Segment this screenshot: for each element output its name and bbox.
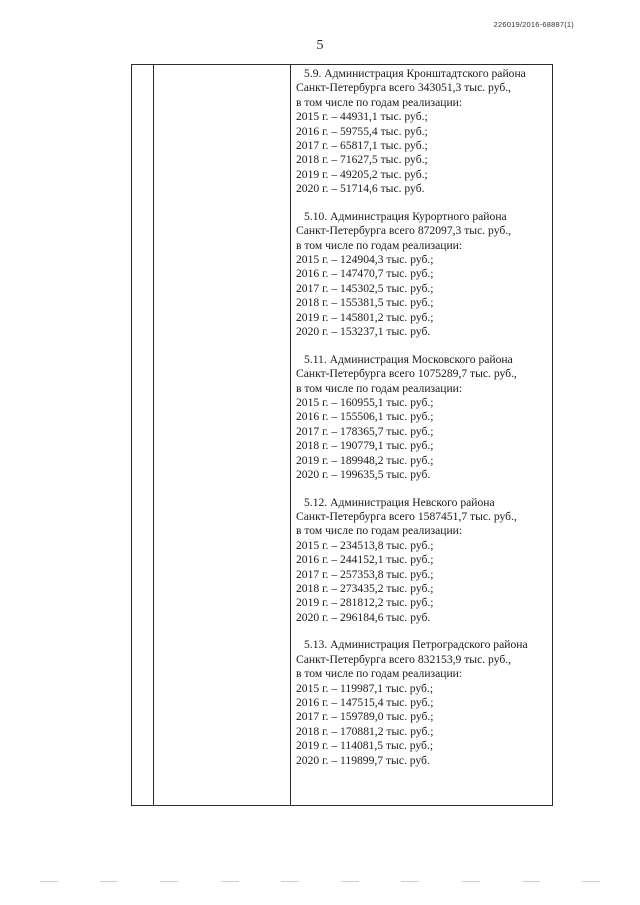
section-note: в том числе по годам реализации: — [296, 667, 463, 681]
year-line: 2020 г. – 199635,5 тыс. руб. — [296, 467, 431, 481]
funding-section-petrogradsky — [296, 638, 544, 768]
year-line: 2015 г. – 44931,1 тыс. руб.; — [296, 110, 428, 124]
section-total: Санкт-Петербурга всего 872097,3 тыс. руб., — [296, 224, 512, 238]
year-line: 2019 г. – 49205,2 тыс. руб.; — [296, 167, 428, 181]
year-line: 2015 г. – 234513,8 тыс. руб.; — [296, 538, 434, 552]
year-line: 2016 г. – 244152,1 тыс. руб.; — [296, 553, 434, 567]
section-heading: 5.10. Администрация Курортного района — [304, 209, 507, 223]
year-line: 2019 г. – 281812,2 тыс. руб.; — [296, 596, 434, 610]
year-line: 2015 г. – 160955,1 тыс. руб.; — [296, 395, 434, 409]
section-total: Санкт-Петербурга всего 1587451,7 тыс. руб., — [296, 509, 517, 523]
funding-section-kurortny — [296, 210, 544, 340]
year-line: 2018 г. – 170881,2 тыс. руб.; — [296, 724, 434, 738]
section-total: Санкт-Петербурга всего 832153,9 тыс. руб., — [296, 652, 512, 666]
year-line: 2017 г. – 257353,8 тыс. руб.; — [296, 567, 434, 581]
year-line: 2019 г. – 114081,5 тыс. руб.; — [296, 739, 434, 753]
year-line: 2018 г. – 190779,1 тыс. руб.; — [296, 439, 434, 453]
funding-section-nevsky — [296, 496, 544, 626]
year-line: 2017 г. – 159789,0 тыс. руб.; — [296, 710, 434, 724]
year-line: 2017 г. – 145302,5 тыс. руб.; — [296, 281, 434, 295]
section-note: в том числе по годам реализации: — [296, 95, 463, 109]
table-column-divider-1 — [153, 65, 154, 805]
section-note: в том числе по годам реализации: — [296, 238, 463, 252]
year-line: 2020 г. – 296184,6 тыс. руб. — [296, 610, 431, 624]
year-line: 2019 г. – 189948,2 тыс. руб.; — [296, 453, 434, 467]
section-note: в том числе по годам реализации: — [296, 524, 463, 538]
section-heading: 5.13. Администрация Петроградского района — [304, 638, 528, 652]
funding-section-moskovsky — [296, 353, 544, 483]
funding-table — [131, 64, 553, 806]
table-column-divider-2 — [290, 65, 291, 805]
year-line: 2020 г. – 51714,6 тыс. руб. — [296, 182, 425, 196]
year-line: 2015 г. – 124904,3 тыс. руб.; — [296, 253, 434, 267]
year-line: 2015 г. – 119987,1 тыс. руб.; — [296, 681, 434, 695]
funding-section-kronshtadt — [296, 67, 544, 197]
document-registration-number: 226019/2016-68887(1) — [493, 20, 574, 29]
section-note: в том числе по годам реализации: — [296, 381, 463, 395]
year-line: 2020 г. – 119899,7 тыс. руб. — [296, 753, 430, 767]
section-heading: 5.11. Администрация Московского района — [304, 352, 513, 366]
year-line: 2016 г. – 59755,4 тыс. руб.; — [296, 124, 428, 138]
year-line: 2017 г. – 178365,7 тыс. руб.; — [296, 424, 434, 438]
year-line: 2016 г. – 147470,7 тыс. руб.; — [296, 267, 434, 281]
year-line: 2019 г. – 145801,2 тыс. руб.; — [296, 310, 434, 324]
section-total: Санкт-Петербурга всего 1075289,7 тыс. руб., — [296, 367, 517, 381]
year-line: 2018 г. – 273435,2 тыс. руб.; — [296, 581, 434, 595]
section-total: Санкт-Петербурга всего 343051,3 тыс. руб., — [296, 81, 512, 95]
year-line: 2018 г. – 155381,5 тыс. руб.; — [296, 296, 434, 310]
section-heading: 5.9. Администрация Кронштадтского района — [304, 67, 526, 80]
scan-artifacts — [40, 881, 600, 883]
section-heading: 5.12. Администрация Невского района — [304, 495, 495, 509]
year-line: 2016 г. – 155506,1 тыс. руб.; — [296, 410, 434, 424]
page-number: 5 — [316, 38, 324, 53]
funding-table-cell — [296, 67, 544, 781]
year-line: 2020 г. – 153237,1 тыс. руб. — [296, 325, 431, 339]
year-line: 2018 г. – 71627,5 тыс. руб.; — [296, 153, 428, 167]
year-line: 2017 г. – 65817,1 тыс. руб.; — [296, 139, 428, 153]
year-line: 2016 г. – 147515,4 тыс. руб.; — [296, 696, 434, 709]
